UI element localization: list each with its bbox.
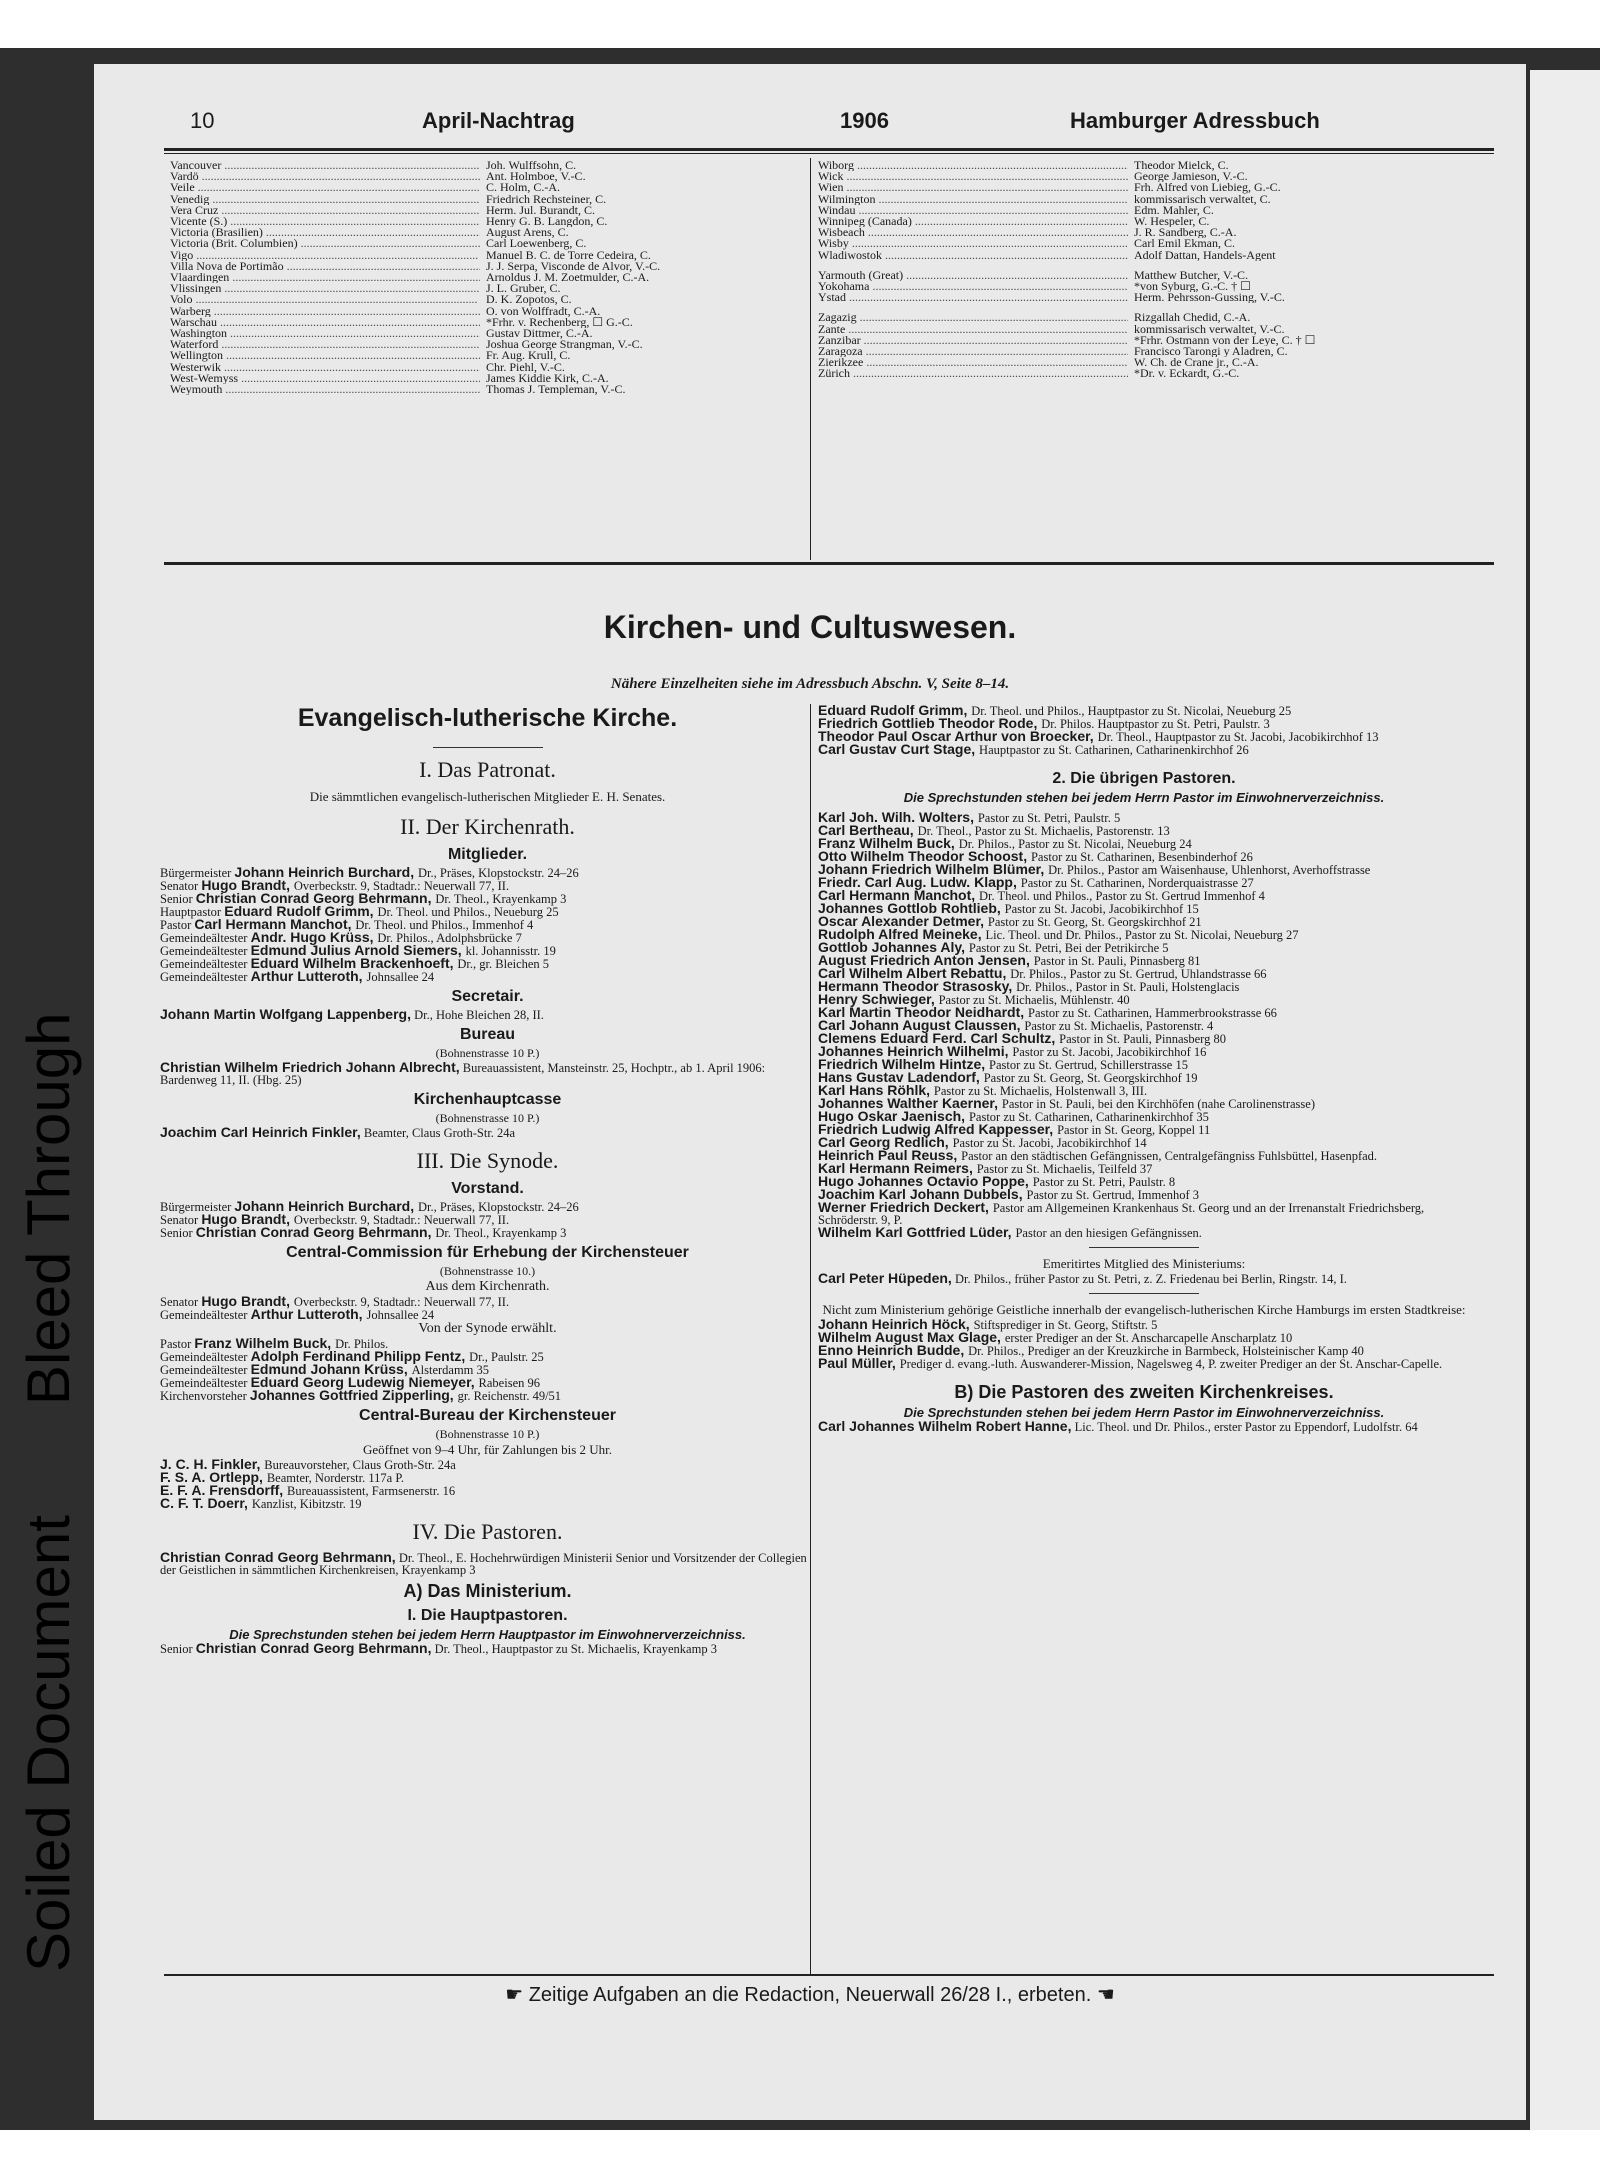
hauptpastoren-heading: I. Die Hauptpastoren.: [407, 1607, 568, 1624]
consul-name: Chr. Piehl, V.-C.: [486, 361, 565, 373]
consul-name: Fr. Aug. Krull, C.: [486, 350, 571, 362]
list-entry: Gemeindeältester Arthur Lutteroth, Johnsallee 24: [160, 1306, 435, 1322]
subtitle: Nähere Einzelheiten siehe im Adressbuch Abschn. V, Seite 8–14.: [610, 676, 1010, 692]
consul-name: Ant. Holmboe, V.-C.: [486, 171, 586, 183]
directory-row: [818, 312, 1488, 323]
list-entry: Senator Hugo Brandt, Overbeckstr. 9, Stadtadr.: Neuerwall 77, II.: [160, 877, 510, 893]
place-name: Windau .....: [818, 205, 1128, 216]
place-name: West-Wemyss .....: [170, 373, 480, 384]
consul-name: Arnoldus J. M. Zoetmulder, C.-A.: [486, 272, 650, 284]
list-entry: Oscar Alexander Detmer, Pastor zu St. Georg, St. Georgskirchhof 21: [818, 913, 1202, 929]
consul-name: Herm. Jul. Burandt, C.: [486, 204, 595, 217]
central-bureau-staff: [160, 1458, 815, 1510]
place-name: Vancouver .....: [170, 160, 480, 171]
nicht-ministerium-label: Nicht zum Ministerium gehörige Geistliche innerhalb der evangelisch-lutherischen Kirche Hamburgs im ersten Stadtkreise:: [822, 1302, 1466, 1317]
place-name: Vigo .....: [170, 250, 480, 261]
list-entry: Karl Hermann Reimers, Pastor zu St. Michaelis, Teilfeld 37: [818, 1160, 1153, 1176]
place-name: Vlissingen .....: [170, 283, 480, 294]
directory-row: [818, 194, 1488, 205]
consul-name: Francisco Tarongi y Aladren, C.: [1134, 346, 1288, 358]
short-rule-2: [1089, 1247, 1199, 1248]
list-entry: Senior Christian Conrad Georg Behrmann, Dr. Theol., Krayenkamp 3: [160, 1224, 567, 1240]
directory-row: [818, 292, 1488, 303]
list-entry: Karl Martin Theodor Neidhardt, Pastor zu St. Catharinen, Hammerbrookstrasse 66: [818, 1004, 1277, 1020]
secretair-entry: Johann Martin Wolfgang Lappenberg, Dr., Hohe Bleichen 28, II.: [160, 1006, 544, 1022]
place-name: Villa Nova de Portimão .....: [170, 261, 480, 272]
consul-name: Friedrich Rechsteiner, C.: [486, 193, 607, 205]
footer-rule: [164, 1974, 1494, 1976]
left-column: [160, 704, 815, 1655]
directory-row: [818, 357, 1488, 368]
adjacent-page-edge: [1530, 70, 1600, 2130]
vorstand-members: [160, 1200, 815, 1239]
list-entry: Gemeindeältester Arthur Lutteroth, Johnsallee 24: [160, 968, 435, 984]
directory-row: [170, 216, 810, 227]
place-name: Waterford .....: [170, 339, 480, 350]
von-synode-label: Von der Synode erwählt.: [418, 1321, 557, 1336]
consul-name: Herm. Pehrsson-Gussing, V.-C.: [1134, 292, 1285, 304]
list-entry: Paul Müller, Prediger d. evang.-luth. Auswanderer-Mission, Nagelsweg 4, P. zweiter Prediger an der St. Anschar-Capelle.: [818, 1355, 1443, 1371]
kasse-entry: Joachim Carl Heinrich Finkler, Beamter, Claus Groth-Str. 24a: [160, 1124, 516, 1140]
synode-heading: III. Die Synode.: [416, 1148, 559, 1173]
list-entry: Carl Bertheau, Dr. Theol., Pastor zu St. Michaelis, Pastorenstr. 13: [818, 822, 1170, 838]
place-name: Westerwik .....: [170, 362, 480, 373]
consul-name: Joshua George Strangman, V.-C.: [486, 339, 643, 351]
mitglieder-heading: Mitglieder.: [447, 846, 528, 863]
directory-row: [170, 182, 810, 193]
list-entry: Otto Wilhelm Theodor Schoost, Pastor zu St. Catharinen, Besenbinderhof 26: [818, 848, 1253, 864]
list-entry: Pastor Franz Wilhelm Buck, Dr. Philos.: [160, 1335, 389, 1351]
list-entry: Bürgermeister Johann Heinrich Burchard, Dr., Präses, Klopstockstr. 24–26: [160, 1198, 579, 1214]
emeritiert-label: Emeritirtes Mitglied des Ministeriums:: [1042, 1256, 1246, 1271]
side-label-bleed: Bleed Through: [15, 1012, 82, 1406]
list-entry: August Friedrich Anton Jensen, Pastor in St. Pauli, Pinnasberg 81: [818, 952, 1201, 968]
side-label: [14, 1013, 83, 1972]
directory-row: [818, 281, 1488, 292]
directory-row: [170, 362, 810, 373]
page-number: 10: [190, 108, 215, 133]
directory-row: [170, 384, 810, 395]
directory-row: [818, 205, 1488, 216]
list-entry: Gemeindeältester Edmund Julius Arnold Siemers, kl. Johannisstr. 19: [160, 942, 556, 958]
consul-name: *Frhr. v. Rechenberg, ☐ G.-C.: [486, 316, 633, 329]
short-rule-3: [1089, 1293, 1199, 1294]
header-left: April-Nachtrag: [422, 108, 575, 133]
place-name: Victoria (Brit. Columbien) .....: [170, 238, 480, 249]
short-rule: [433, 747, 543, 748]
sprechstunden-note-2: Die Sprechstunden stehen bei jedem Herrn Pastor im Einwohnerverzeichniss.: [903, 790, 1385, 805]
list-entry: Carl Wilhelm Albert Rebattu, Dr. Philos., Pastor zu St. Gertrud, Uhlandstrasse 66: [818, 965, 1267, 981]
directory-row: [818, 171, 1488, 182]
place-name: Weymouth .....: [170, 384, 480, 395]
list-entry: J. C. H. Finkler, Bureauvorsteher, Claus Groth-Str. 24a: [160, 1456, 456, 1472]
list-entry: Hugo Johannes Octavio Poppe, Pastor zu St. Petri, Paulstr. 8: [818, 1173, 1176, 1189]
list-entry: Eduard Rudolf Grimm, Dr. Theol. und Philos., Hauptpastor zu St. Nicolai, Neueburg 25: [818, 702, 1292, 718]
senior-entry: Christian Conrad Georg Behrmann, Dr. Theol., E. Hochehrwürdigen Ministerii Senior und Vorsitzender der Collegien der Geistlichen in sämmtlichen Kirchenkreisen, Krayenkamp 3: [160, 1549, 807, 1577]
place-name: Wisby .....: [818, 238, 1128, 249]
directory-row: [818, 368, 1488, 379]
directory-row: [170, 194, 810, 205]
place-name: Zaragoza .....: [818, 346, 1128, 357]
directory-row: [818, 250, 1488, 261]
kasse-heading: Kirchenhauptcasse: [413, 1091, 562, 1108]
list-entry: Johann Friedrich Wilhelm Blümer, Dr. Philos., Pastor am Waisenhause, Uhlenhorst, Averhoffstrasse: [818, 861, 1371, 877]
directory-row: [170, 171, 810, 182]
patronat-text: Die sämmtlichen evangelisch-lutherischen Mitglieder E. H. Senates.: [309, 789, 666, 804]
place-name: Vicente (S.) .....: [170, 216, 480, 227]
consul-name: J. J. Serpa, Visconde de Alvor, V.-C.: [486, 260, 661, 273]
list-entry: Clemens Eduard Ferd. Carl Schultz, Pastor in St. Pauli, Pinnasberg 80: [818, 1030, 1226, 1046]
consul-name: Carl Loewenberg, C.: [486, 238, 587, 250]
directory-row: [170, 250, 810, 261]
consul-name: W. Ch. de Crane jr., C.-A.: [1134, 357, 1259, 369]
ministerium-heading: A) Das Ministerium.: [403, 1581, 572, 1601]
list-entry: Gemeindeältester Eduard Georg Ludewig Niemeyer, Rabeisen 96: [160, 1374, 540, 1390]
bureau-entry: Christian Wilhelm Friedrich Johann Albrecht, Bureauassistent, Mansteinstr. 25, Hochptr., ab 1. April 1906: Bardenweg 11, II. (Hbg. 25): [160, 1059, 766, 1087]
central-bureau-heading: Central-Bureau der Kirchensteuer: [359, 1407, 616, 1424]
last-entry: Carl Johannes Wilhelm Robert Hanne, Lic. Theol. und Dr. Philos., erster Pastor zu Eppendorf, Ludolfstr. 64: [818, 1418, 1418, 1434]
header-rule: [164, 148, 1494, 151]
list-entry: Senator Hugo Brandt, Overbeckstr. 9, Stadtadr.: Neuerwall 77, II.: [160, 1211, 510, 1227]
header-right: Hamburger Adressbuch: [1070, 108, 1320, 133]
place-name: Zante .....: [818, 324, 1128, 335]
column-divider-top: [810, 158, 811, 560]
consul-name: J. L. Gruber, C.: [486, 283, 561, 295]
pastoren-heading: IV. Die Pastoren.: [412, 1519, 563, 1544]
list-entry: Hugo Oskar Jaenisch, Pastor zu St. Catharinen, Catharinenkirchhof 35: [818, 1108, 1209, 1124]
consul-name: Matthew Butcher, V.-C.: [1134, 269, 1249, 282]
consul-name: Rizgallah Chedid, C.-A.: [1134, 312, 1251, 324]
list-entry: Carl Georg Redlich, Pastor zu St. Jacobi, Jacobikirchhof 14: [818, 1134, 1147, 1150]
uebrige-pastoren-heading: 2. Die übrigen Pastoren.: [1052, 770, 1236, 787]
bureau-heading: Bureau: [459, 1026, 516, 1043]
list-entry: Gemeindeältester Adolph Ferdinand Philipp Fentz, Dr., Paulstr. 25: [160, 1348, 544, 1364]
consulate-list-left: [170, 160, 810, 395]
list-entry: Hauptpastor Eduard Rudolf Grimm, Dr. Theol. und Philos., Neueburg 25: [160, 903, 559, 919]
place-name: Wellington .....: [170, 350, 480, 361]
directory-row: [170, 205, 810, 216]
place-name: Wiborg .....: [818, 160, 1128, 171]
footer-note: ☛ Zeitige Aufgaben an die Redaction, Neuerwall 26/28 I., erbeten. ☚: [505, 1984, 1115, 2006]
place-name: Victoria (Brasilien) .....: [170, 227, 480, 238]
list-entry: Gemeindeältester Andr. Hugo Krüss, Dr. Philos., Adolphsbrücke 7: [160, 929, 522, 945]
commission-members-synode: [160, 1337, 815, 1402]
list-entry: Rudolph Alfred Meineke, Lic. Theol. und Dr. Philos., Pastor zu St. Nicolai, Neueburg 27: [818, 926, 1299, 942]
consul-name: Joh. Wulffsohn, C.: [486, 160, 577, 172]
consul-name: Gustav Dittmer, C.-A.: [486, 328, 593, 340]
list-entry: Karl Hans Röhlk, Pastor zu St. Michaelis, Holstenwall 3, III.: [818, 1082, 1148, 1098]
place-name: Zanzibar .....: [818, 335, 1128, 346]
place-name: Wien .....: [818, 182, 1128, 193]
list-entry: Joachim Karl Johann Dubbels, Pastor zu St. Gertrud, Immenhof 3: [818, 1186, 1200, 1202]
directory-row: [818, 303, 1488, 312]
directory-row: [170, 160, 810, 171]
kasse-address: (Bohnenstrasse 10 P.): [435, 1111, 540, 1125]
place-name: Wick .....: [818, 171, 1128, 182]
list-entry: C. F. T. Doerr, Kanzlist, Kibitzstr. 19: [160, 1495, 362, 1511]
list-entry: Gottlob Johannes Aly, Pastor zu St. Petri, Bei der Petrikirche 5: [818, 939, 1169, 955]
directory-row: [818, 160, 1488, 171]
side-label-soiled: Soiled Document: [15, 1515, 82, 1972]
aus-kirchenrath-label: Aus dem Kirchenrath.: [425, 1279, 550, 1294]
header-year: 1906: [840, 108, 889, 133]
list-entry: Werner Friedrich Deckert, Pastor am Allgemeinen Krankenhaus St. Georg und an der Irrenanstalt Friedrichsberg, Schröderstr. 9, P.: [818, 1199, 1425, 1227]
consul-name: W. Hespeler, C.: [1134, 216, 1210, 228]
place-name: Volo .....: [170, 294, 480, 305]
footer-text: Zeitige Aufgaben an die Redaction, Neuerwall 26/28 I., erbeten.: [528, 1984, 1092, 2006]
list-entry: Friedr. Carl Aug. Ludw. Klapp, Pastor zu St. Catharinen, Norderquaistrasse 27: [818, 874, 1254, 890]
central-bureau-address: (Bohnenstrasse 10 P.): [435, 1427, 540, 1441]
place-name: Ystad .....: [818, 292, 1128, 303]
consul-name: Manuel B. C. de Torre Cedeira, C.: [486, 249, 651, 261]
list-entry: Carl Johann August Claussen, Pastor zu St. Michaelis, Pastorenstr. 4: [818, 1017, 1214, 1033]
consul-name: Edm. Mahler, C.: [1134, 204, 1214, 217]
list-entry: Hermann Theodor Strasosky, Dr. Philos., Pastor in St. Pauli, Holstenglacis: [818, 978, 1240, 994]
consul-name: D. K. Zopotos, C.: [486, 294, 572, 306]
hauptpastor-entry: Senior Christian Conrad Georg Behrmann, Dr. Theol., Hauptpastor zu St. Michaelis, Krayenkamp 3: [160, 1640, 717, 1656]
commission-address: (Bohnenstrasse 10.): [439, 1264, 536, 1278]
consulate-list-right: [818, 160, 1488, 380]
hauptpastoren-list: [818, 704, 1470, 756]
directory-row: [818, 227, 1488, 238]
directory-row: [170, 283, 810, 294]
list-entry: Pastor Carl Hermann Manchot, Dr. Theol. und Philos., Immenhof 4: [160, 916, 534, 932]
directory-row: [818, 335, 1488, 346]
directory-row: [818, 261, 1488, 270]
nicht-ministerium-list: [818, 1318, 1470, 1370]
list-entry: Theodor Paul Oscar Arthur von Broecker, Dr. Theol., Hauptpastor zu St. Jacobi, Jacobikirchhof 13: [818, 728, 1379, 744]
place-name: Zürich .....: [818, 368, 1128, 379]
consul-name: Frh. Alfred von Liebieg, G.-C.: [1134, 182, 1281, 194]
place-name: Vlaardingen .....: [170, 272, 480, 283]
list-entry: Hans Gustav Ladendorf, Pastor zu St. Georg, St. Georgskirchhof 19: [818, 1069, 1198, 1085]
place-name: Washington .....: [170, 328, 480, 339]
sprechstunden-note-3: Die Sprechstunden stehen bei jedem Herrn Pastor im Einwohnerverzeichniss.: [903, 1405, 1385, 1420]
list-entry: Carl Hermann Manchot, Dr. Theol. und Philos., Pastor zu St. Gertrud Immenhof 4: [818, 887, 1265, 903]
secretair-heading: Secretair.: [451, 988, 524, 1005]
list-entry: Johannes Walther Kaerner, Pastor in St. Pauli, bei den Kirchhöfen (nahe Carolinenstrasse): [818, 1095, 1315, 1111]
place-name: Wisbeach .....: [818, 227, 1128, 238]
list-entry: Gemeindeältester Eduard Wilhelm Brackenhoeft, Dr., gr. Bleichen 5: [160, 955, 550, 971]
place-name: Warberg .....: [170, 306, 480, 317]
list-entry: Bürgermeister Johann Heinrich Burchard, Dr., Präses, Klopstockstr. 24–26: [160, 864, 579, 880]
directory-row: [170, 328, 810, 339]
directory-row: [818, 324, 1488, 335]
consul-name: Thomas J. Templeman, V.-C.: [486, 384, 626, 396]
consul-name: August Arens, C.: [486, 227, 569, 239]
directory-row: [170, 238, 810, 249]
page-header: [160, 108, 1426, 138]
commission-heading: Central-Commission für Erhebung der Kirchensteuer: [286, 1244, 689, 1261]
kirchenrath-members: [160, 866, 815, 983]
directory-row: [170, 317, 810, 328]
section-rule: [164, 562, 1494, 565]
directory-row: [818, 182, 1488, 193]
commission-members-kr: [160, 1295, 815, 1321]
directory-row: [170, 350, 810, 361]
consul-name: George Jamieson, V.-C.: [1134, 171, 1248, 183]
list-entry: Friedrich Wilhelm Hintze, Pastor zu St. Gertrud, Schillerstrasse 15: [818, 1056, 1188, 1072]
consul-name: Henry G. B. Langdon, C.: [486, 216, 608, 228]
place-name: Wladiwostok .....: [818, 250, 1128, 261]
place-name: Vardö .....: [170, 171, 480, 182]
consul-name: *Dr. v. Eckardt, G.-C.: [1134, 368, 1240, 380]
list-entry: Carl Gustav Curt Stage, Hauptpastor zu St. Catharinen, Catharinenkirchhof 26: [818, 741, 1249, 757]
list-entry: Friedrich Gottlieb Theodor Rode, Dr. Philos. Hauptpastor zu St. Petri, Paulstr. 3: [818, 715, 1270, 731]
directory-row: [818, 216, 1488, 227]
header-rule-thin: [164, 153, 1494, 154]
list-entry: Johann Heinrich Höck, Stiftsprediger in St. Georg, Stiftstr. 5: [818, 1316, 1158, 1332]
zweiter-kirchenkreis-heading: B) Die Pastoren des zweiten Kirchenkreises.: [954, 1382, 1334, 1402]
consul-name: Adolf Dattan, Handels-Agent: [1134, 249, 1276, 261]
patronat-heading: I. Das Patronat.: [419, 757, 556, 782]
place-name: Wilmington .....: [818, 194, 1128, 205]
list-entry: Karl Joh. Wilh. Wolters, Pastor zu St. Petri, Paulstr. 5: [818, 809, 1121, 825]
consul-name: C. Holm, C.-A.: [486, 182, 561, 194]
consul-name: *von Syburg, G.-C. † ☐: [1134, 281, 1251, 293]
kirchenrath-heading: II. Der Kirchenrath.: [400, 814, 575, 839]
bureau-address: (Bohnenstrasse 10 P.): [435, 1046, 540, 1060]
list-entry: Kirchenvorsteher Johannes Gottfried Zipperling, gr. Reichenstr. 49/51: [160, 1387, 562, 1403]
directory-row: [170, 339, 810, 350]
church-heading: Evangelisch-lutherische Kirche.: [297, 704, 678, 732]
consul-name: kommissarisch verwaltet, V.-C.: [1134, 323, 1285, 335]
directory-row: [818, 238, 1488, 249]
place-name: Venedig .....: [170, 194, 480, 205]
place-name: Yokohama .....: [818, 281, 1128, 292]
consul-name: *Frhr. Ostmann von der Leye, C. † ☐: [1134, 334, 1316, 347]
list-entry: Franz Wilhelm Buck, Dr. Philos., Pastor zu St. Nicolai, Neueburg 24: [818, 835, 1192, 851]
directory-row: [170, 294, 810, 305]
list-entry: Enno Heinrich Budde, Dr. Philos., Prediger an der Kreuzkirche in Barmbeck, Holsteinischer Kamp 40: [818, 1342, 1364, 1358]
consul-name: James Kiddie Kirk, C.-A.: [486, 372, 609, 385]
main-title: Kirchen- und Cultuswesen.: [603, 609, 1017, 645]
consul-name: Theodor Mielck, C.: [1134, 160, 1229, 172]
directory-row: [818, 270, 1488, 281]
list-entry: Henry Schwieger, Pastor zu St. Michaelis, Mühlenstr. 40: [818, 991, 1130, 1007]
list-entry: E. F. A. Frensdorff, Bureauassistent, Farmsenerstr. 16: [160, 1482, 456, 1498]
place-name: Vera Cruz .....: [170, 205, 480, 216]
consul-name: kommissarisch verwaltet, C.: [1134, 193, 1271, 205]
place-name: Zierikzee .....: [818, 357, 1128, 368]
list-entry: Johannes Gottlob Rohtlieb, Pastor zu St. Jacobi, Jacobikirchhof 15: [818, 900, 1199, 916]
consul-name: J. R. Sandberg, C.-A.: [1134, 227, 1237, 239]
list-entry: Gemeindeältester Edmund Johann Krüss, Alsterdamm 35: [160, 1361, 490, 1377]
place-name: Warschau .....: [170, 317, 480, 328]
central-bureau-hours: Geöffnet von 9–4 Uhr, für Zahlungen bis 2 Uhr.: [362, 1442, 613, 1457]
list-entry: Wilhelm August Max Glage, erster Prediger an der St. Anscharcapelle Anscharplatz 10: [818, 1329, 1293, 1345]
pastoren-list: [818, 811, 1470, 1239]
list-entry: Heinrich Paul Reuss, Pastor an den städtischen Gefängnissen, Centralgefängniss Fuhlsbüttel, Hasenpfad.: [818, 1147, 1378, 1163]
directory-row: [170, 227, 810, 238]
place-name: Winnipeg (Canada) .....: [818, 216, 1128, 227]
emeritiert-entry: Carl Peter Hüpeden, Dr. Philos., früher Pastor zu St. Petri, z. Z. Friedenau bei Berlin, Ringstr. 14, I.: [818, 1270, 1347, 1286]
list-entry: Wilhelm Karl Gottfried Lüder, Pastor an den hiesigen Gefängnissen.: [818, 1224, 1202, 1240]
consul-name: O. von Wolffradt, C.-A.: [486, 305, 601, 317]
list-entry: Johannes Heinrich Wilhelmi, Pastor zu St. Jacobi, Jacobikirchhof 16: [818, 1043, 1207, 1059]
place-name: Veile .....: [170, 182, 480, 193]
directory-row: [170, 272, 810, 283]
list-entry: Senator Hugo Brandt, Overbeckstr. 9, Stadtadr.: Neuerwall 77, II.: [160, 1293, 510, 1309]
directory-row: [170, 373, 810, 384]
list-entry: F. S. A. Ortlepp, Beamter, Norderstr. 117a P.: [160, 1469, 405, 1485]
list-entry: Friedrich Ludwig Alfred Kappesser, Pastor in St. Georg, Koppel 11: [818, 1121, 1211, 1137]
document-page: [94, 64, 1526, 2120]
place-name: Yarmouth (Great) .....: [818, 270, 1128, 281]
directory-row: [170, 306, 810, 317]
directory-row: [818, 346, 1488, 357]
vorstand-heading: Vorstand.: [451, 1180, 524, 1197]
directory-row: [170, 261, 810, 272]
list-entry: Senior Christian Conrad Georg Behrmann, Dr. Theol., Krayenkamp 3: [160, 890, 567, 906]
consul-name: Carl Emil Ekman, C.: [1134, 238, 1235, 250]
place-name: Zagazig .....: [818, 312, 1128, 323]
sprechstunden-note-1: Die Sprechstunden stehen bei jedem Herrn Hauptpastor im Einwohnerverzeichniss.: [229, 1627, 746, 1642]
right-column: [818, 704, 1470, 1433]
